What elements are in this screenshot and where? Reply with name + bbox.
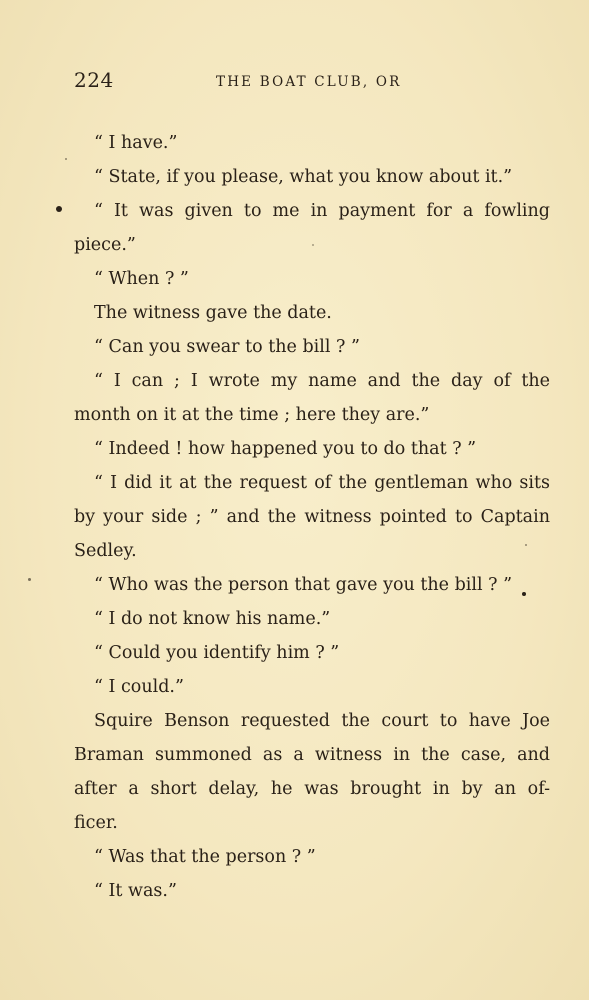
text-line-3: “ It was given to me in payment for a fowling: [94, 201, 550, 221]
text-line-23: “ It was.”: [94, 881, 177, 901]
text-line-11: “ I did it at the request of the gentleman who sits: [94, 473, 550, 493]
page-header: [74, 68, 552, 98]
page-number: 224: [74, 68, 114, 92]
text-line-10: “ Indeed ! how happened you to do that ? ”: [94, 439, 477, 459]
text-line-16: “ Could you identify him ? ”: [94, 643, 340, 663]
text-line-2: “ State, if you please, what you know about it.”: [94, 167, 513, 187]
text-line-18: Squire Benson requested the court to have Joe: [94, 711, 550, 731]
text-line-15: “ I do not know his name.”: [94, 609, 331, 629]
running-head: THE BOAT CLUB, OR: [216, 74, 402, 90]
text-line-9: month on it at the time ; here they are.”: [74, 405, 430, 425]
text-line-22: “ Was that the person ? ”: [94, 847, 316, 867]
text-line-7: “ Can you swear to the bill ? ”: [94, 337, 360, 357]
text-line-4: piece.”: [74, 235, 136, 255]
text-line-21: ficer.: [74, 813, 118, 833]
text-line-6: The witness gave the date.: [94, 303, 332, 323]
text-line-20: after a short delay, he was brought in by an of-: [74, 779, 550, 799]
text-line-8: “ I can ; I wrote my name and the day of the: [94, 371, 550, 391]
text-line-14: “ Who was the person that gave you the bill ? ”: [94, 575, 513, 595]
ink-speck: [65, 158, 67, 160]
ink-speck: [522, 592, 526, 596]
text-line-1: “ I have.”: [94, 133, 178, 153]
text-line-12: by your side ; ” and the witness pointed to Captain: [74, 507, 550, 527]
ink-speck: [28, 578, 31, 581]
text-line-5: “ When ? ”: [94, 269, 189, 289]
text-line-17: “ I could.”: [94, 677, 184, 697]
ink-speck: [312, 244, 314, 246]
text-line-19: Braman summoned as a witness in the case, and: [74, 745, 550, 765]
ink-speck: [56, 206, 62, 212]
text-line-13: Sedley.: [74, 541, 137, 561]
ink-speck: [525, 544, 527, 546]
